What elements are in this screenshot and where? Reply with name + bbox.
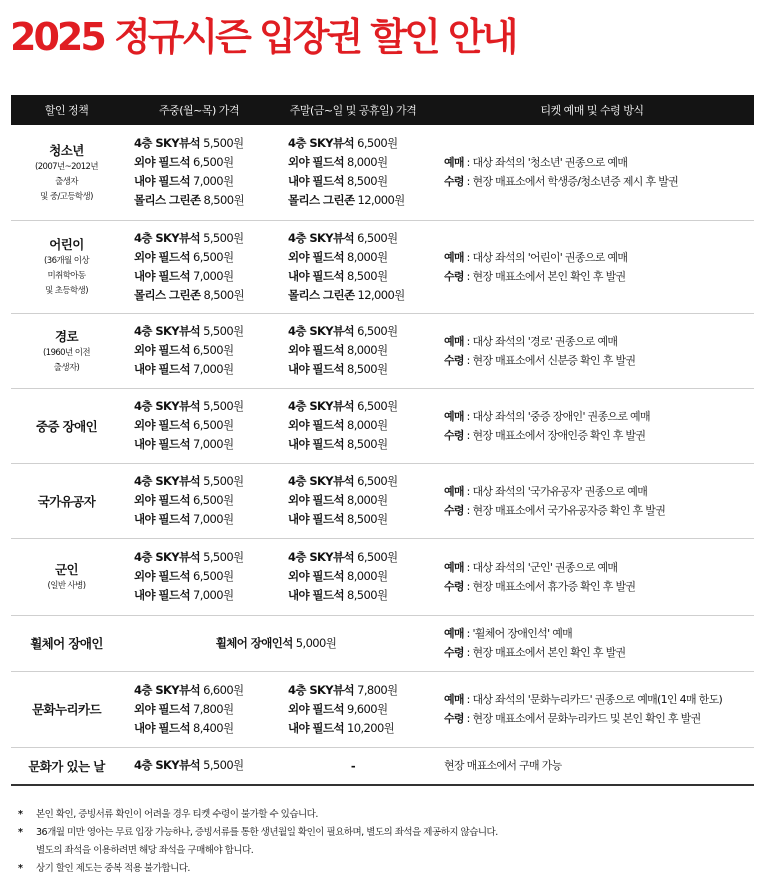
method-line: 수령 : 현장 매표소에서 장애인증 확인 후 발권 bbox=[444, 428, 646, 442]
price-value: 12,000원 bbox=[357, 287, 405, 302]
seat-name: 외야 필드석 bbox=[288, 249, 344, 264]
price-value: 8,000원 bbox=[347, 418, 388, 432]
price-value: 6,500원 bbox=[357, 324, 398, 338]
seat-name: 4층 SKY뷰석 bbox=[134, 230, 201, 245]
price-line bbox=[122, 634, 430, 653]
seat-name: 외야 필드석 bbox=[134, 418, 190, 432]
price-value: 5,500원 bbox=[203, 136, 244, 151]
weekday-price-cell bbox=[122, 220, 276, 313]
price-value: 7,000원 bbox=[193, 174, 234, 189]
price-value: 8,500원 bbox=[347, 362, 388, 376]
method-text: 현장 매표소에서 문화누리카드 및 본인 확인 후 발권 bbox=[472, 712, 701, 725]
price-value: 7,000원 bbox=[193, 362, 234, 376]
seat-name: 몰리스 그린존 bbox=[134, 193, 201, 208]
table-row bbox=[11, 671, 754, 747]
seat-name: 몰리스 그린존 bbox=[288, 193, 355, 208]
seat-name: 내야 필드석 bbox=[288, 268, 344, 283]
method-line: 예매 : 대상 좌석의 '어린이' 권종으로 예매 bbox=[444, 250, 628, 264]
policy-note: (2007년~2012년 bbox=[35, 161, 98, 172]
method-line: 예매 : 대상 좌석의 '청소년' 권종으로 예매 bbox=[444, 156, 628, 170]
price-line bbox=[134, 191, 276, 210]
seat-name: 외야 필드석 bbox=[134, 343, 190, 357]
seat-name: 4층 SKY뷰석 bbox=[134, 399, 201, 413]
table-row bbox=[11, 747, 754, 785]
policy-note: 출생자 bbox=[55, 176, 78, 187]
seat-name: 내야 필드석 bbox=[288, 174, 344, 189]
method-text: '휠체어 장애인석' 예매 bbox=[472, 627, 573, 640]
method-text: 현장 매표소에서 신분증 확인 후 발권 bbox=[472, 353, 636, 367]
seat-name: 내야 필드석 bbox=[134, 268, 190, 283]
seat-name: 내야 필드석 bbox=[288, 437, 344, 451]
method-text: 현장 매표소에서 학생증/청소년증 제시 후 발권 bbox=[472, 175, 679, 189]
method-line: 수령 : 현장 매표소에서 문화누리카드 및 본인 확인 후 발권 bbox=[444, 712, 701, 725]
method-text: 대상 좌석의 '문화누리카드' 권종으로 예매(1인 4매 한도) bbox=[472, 693, 723, 706]
seat-name: 4층 SKY뷰석 bbox=[288, 230, 355, 245]
price-value: 8,500원 bbox=[203, 287, 244, 302]
header-method: 티켓 예매 및 수령 방식 bbox=[430, 95, 754, 125]
price-line bbox=[288, 360, 430, 379]
method-line: 수령 : 현장 매표소에서 학생증/청소년증 제시 후 발권 bbox=[444, 175, 679, 189]
price-line bbox=[288, 700, 430, 719]
method-cell bbox=[430, 671, 754, 747]
header-weekend: 주말(금~일 및 공휴일) 가격 bbox=[276, 95, 430, 125]
price-line bbox=[288, 491, 430, 510]
price-value: 6,500원 bbox=[193, 343, 234, 357]
method-line: 현장 매표소에서 구매 가능 bbox=[444, 759, 562, 773]
method-label: 예매 bbox=[444, 334, 464, 348]
policy-cell bbox=[11, 388, 122, 463]
price-line bbox=[134, 567, 276, 586]
price-line bbox=[134, 472, 276, 491]
price-value: 6,500원 bbox=[357, 474, 398, 488]
price-line bbox=[134, 397, 276, 416]
seat-name: 내야 필드석 bbox=[134, 588, 190, 602]
method-line: 예매 : 대상 좌석의 '문화누리카드' 권종으로 예매(1인 4매 한도) bbox=[444, 693, 723, 706]
price-line bbox=[134, 341, 276, 360]
weekend-price-cell bbox=[276, 538, 430, 615]
method-label: 수령 bbox=[444, 712, 464, 725]
weekday-price-cell bbox=[122, 671, 276, 747]
seat-name: 외야 필드석 bbox=[288, 343, 344, 357]
price-line bbox=[288, 472, 430, 491]
seat-name: 4층 SKY뷰석 bbox=[288, 399, 355, 413]
seat-name: 4층 SKY뷰석 bbox=[134, 682, 201, 697]
seat-name: 내야 필드석 bbox=[134, 437, 190, 451]
policy-cell bbox=[11, 220, 122, 313]
weekend-price-cell bbox=[276, 671, 430, 747]
price-value: 8,500원 bbox=[347, 512, 388, 526]
seat-name: 4층 SKY뷰석 bbox=[134, 324, 201, 338]
policy-name: 문화가 있는 날 bbox=[28, 758, 105, 774]
policy-note: 출생자) bbox=[53, 362, 80, 373]
policy-cell bbox=[11, 463, 122, 538]
policy-name: 국가유공자 bbox=[37, 493, 96, 509]
policy-note: (일반 사병) bbox=[47, 581, 86, 591]
policy-note: 및 초등학생) bbox=[45, 286, 88, 296]
seat-name: 내야 필드석 bbox=[288, 362, 344, 376]
weekday-price-cell bbox=[122, 125, 276, 220]
price-line bbox=[288, 510, 430, 529]
method-label: 수령 bbox=[444, 428, 464, 442]
method-text: 대상 좌석의 '중증 장애인' 권종으로 예매 bbox=[472, 409, 650, 423]
price-line bbox=[134, 360, 276, 379]
seat-name: 외야 필드석 bbox=[134, 701, 190, 716]
price-line bbox=[288, 567, 430, 586]
price-value: 8,500원 bbox=[203, 193, 244, 208]
policy-note: 및 중/고등학생) bbox=[40, 191, 93, 202]
price-line bbox=[288, 229, 430, 248]
price-value: 7,000원 bbox=[193, 588, 234, 602]
policy-name: 군인 bbox=[55, 562, 78, 577]
footnote-mark: * bbox=[18, 863, 23, 874]
method-label: 예매 bbox=[444, 693, 464, 706]
method-text: 대상 좌석의 '경로' 권종으로 예매 bbox=[472, 334, 618, 348]
price-value: 6,500원 bbox=[193, 493, 234, 507]
seat-name: 4층 SKY뷰석 bbox=[288, 550, 355, 564]
price-line bbox=[288, 586, 430, 605]
price-line bbox=[134, 229, 276, 248]
merged-price-cell bbox=[122, 615, 430, 671]
price-value: 7,800원 bbox=[193, 701, 234, 716]
seat-name: 4층 SKY뷰석 bbox=[288, 682, 355, 697]
table-row bbox=[11, 538, 754, 615]
footnote-mark: * bbox=[18, 809, 23, 820]
seat-name: 외야 필드석 bbox=[134, 155, 190, 170]
price-line bbox=[288, 286, 430, 305]
weekend-price-cell bbox=[276, 125, 430, 220]
price-value: 5,000원 bbox=[295, 635, 337, 650]
price-value: 6,500원 bbox=[357, 550, 398, 564]
table-row bbox=[11, 313, 754, 388]
discount-table bbox=[11, 95, 754, 786]
price-line bbox=[288, 341, 430, 360]
weekend-price-cell bbox=[276, 220, 430, 313]
table-row bbox=[11, 615, 754, 671]
seat-name: 4층 SKY뷰석 bbox=[134, 758, 201, 773]
method-text: 현장 매표소에서 국가유공자증 확인 후 발권 bbox=[472, 503, 666, 517]
policy-note: (1960년 이전 bbox=[43, 347, 90, 358]
weekday-price-cell bbox=[122, 538, 276, 615]
price-value: 9,600원 bbox=[347, 701, 388, 716]
price-line bbox=[134, 700, 276, 719]
price-value: 8,500원 bbox=[347, 268, 388, 283]
seat-name: 4층 SKY뷰석 bbox=[288, 474, 355, 488]
price-value: 7,000원 bbox=[193, 512, 234, 526]
price-value: 5,500원 bbox=[203, 399, 244, 413]
method-cell bbox=[430, 388, 754, 463]
price-line bbox=[288, 267, 430, 286]
price-value: 12,000원 bbox=[357, 193, 405, 208]
footnote-text: 본인 확인, 증빙서류 확인이 어려울 경우 티켓 수령이 불가할 수 있습니다. bbox=[36, 809, 318, 820]
method-cell bbox=[430, 538, 754, 615]
price-value: 8,400원 bbox=[193, 720, 234, 735]
price-line bbox=[288, 719, 430, 738]
price-value: 6,600원 bbox=[203, 682, 244, 697]
price-line bbox=[288, 322, 430, 341]
weekday-price-cell bbox=[122, 388, 276, 463]
policy-name: 어린이 bbox=[49, 237, 84, 252]
policy-name: 문화누리카드 bbox=[32, 702, 101, 717]
method-line: 예매 : 대상 좌석의 '국가유공자' 권종으로 예매 bbox=[444, 484, 648, 498]
policy-cell bbox=[11, 125, 122, 220]
price-value: 6,500원 bbox=[357, 136, 398, 151]
method-cell bbox=[430, 747, 754, 785]
footnote bbox=[18, 824, 758, 860]
table-row bbox=[11, 463, 754, 538]
price-value: 7,000원 bbox=[193, 268, 234, 283]
price-line bbox=[288, 397, 430, 416]
table-row bbox=[11, 125, 754, 220]
seat-name: 내야 필드석 bbox=[134, 512, 190, 526]
policy-cell bbox=[11, 747, 122, 785]
seat-name: 외야 필드석 bbox=[288, 701, 344, 716]
weekday-price-cell bbox=[122, 747, 276, 785]
price-value: 8,500원 bbox=[347, 437, 388, 451]
price-line bbox=[288, 416, 430, 435]
price-value: 5,500원 bbox=[203, 758, 244, 773]
seat-name: 외야 필드석 bbox=[288, 418, 344, 432]
seat-name: 외야 필드석 bbox=[134, 249, 190, 264]
method-text: 현장 매표소에서 휴가증 확인 후 발권 bbox=[472, 579, 636, 593]
method-label: 수령 bbox=[444, 269, 464, 283]
seat-name: 4층 SKY뷰석 bbox=[134, 474, 201, 488]
seat-name: 휠체어 장애인석 bbox=[215, 635, 293, 650]
method-line: 수령 : 현장 매표소에서 본인 확인 후 발권 bbox=[444, 646, 626, 659]
price-value: 6,500원 bbox=[193, 569, 234, 583]
method-line: 수령 : 현장 매표소에서 국가유공자증 확인 후 발권 bbox=[444, 503, 666, 517]
method-line: 예매 : 대상 좌석의 '경로' 권종으로 예매 bbox=[444, 334, 618, 348]
policy-note: 미취학아동 bbox=[47, 271, 86, 281]
footnote-text: 36개월 미만 영아는 무료 입장 가능하나, 증빙서류를 통한 생년월일 확인이 필요하며, 별도의 좌석을 제공하지 않습니다. bbox=[36, 827, 498, 838]
price-line bbox=[288, 435, 430, 454]
price-value: 5,500원 bbox=[203, 474, 244, 488]
price-value: 10,200원 bbox=[347, 720, 395, 735]
price-line bbox=[134, 435, 276, 454]
table-body bbox=[11, 125, 754, 785]
weekend-price-cell bbox=[276, 463, 430, 538]
method-label: 예매 bbox=[444, 156, 464, 170]
price-line bbox=[134, 416, 276, 435]
price-line bbox=[134, 491, 276, 510]
seat-name: 4층 SKY뷰석 bbox=[134, 550, 201, 564]
seat-name: 내야 필드석 bbox=[288, 588, 344, 602]
policy-cell bbox=[11, 538, 122, 615]
seat-name: 내야 필드석 bbox=[134, 174, 190, 189]
method-label: 예매 bbox=[444, 560, 464, 574]
seat-name: 몰리스 그린존 bbox=[288, 287, 355, 302]
price-line bbox=[134, 719, 276, 738]
price-value: 8,000원 bbox=[347, 249, 388, 264]
page-title: 2025 정규시즌 입장권 할인 안내 bbox=[10, 15, 516, 59]
seat-name: 내야 필드석 bbox=[288, 512, 344, 526]
method-line: 예매 : 대상 좌석의 '군인' 권종으로 예매 bbox=[444, 560, 618, 574]
seat-name: 몰리스 그린존 bbox=[134, 287, 201, 302]
price-line bbox=[134, 134, 276, 153]
policy-name: 경로 bbox=[55, 328, 78, 344]
seat-name: 4층 SKY뷰석 bbox=[134, 136, 201, 151]
price-value: 7,800원 bbox=[357, 682, 398, 697]
method-label: 예매 bbox=[444, 409, 464, 423]
price-value: 5,500원 bbox=[203, 324, 244, 338]
price-value: 5,500원 bbox=[203, 550, 244, 564]
weekday-price-cell bbox=[122, 463, 276, 538]
method-text: 현장 매표소에서 장애인증 확인 후 발권 bbox=[472, 428, 646, 442]
seat-name: 4층 SKY뷰석 bbox=[288, 136, 355, 151]
price-line bbox=[288, 248, 430, 267]
table-header-row bbox=[11, 95, 754, 125]
table-row bbox=[11, 220, 754, 313]
seat-name: 외야 필드석 bbox=[288, 569, 344, 583]
footnote-text: 상기 할인 제도는 중복 적용 불가합니다. bbox=[36, 863, 190, 874]
method-cell bbox=[430, 615, 754, 671]
method-label: 수령 bbox=[444, 646, 464, 659]
method-line: 예매 : 대상 좌석의 '중증 장애인' 권종으로 예매 bbox=[444, 409, 650, 423]
method-cell bbox=[430, 220, 754, 313]
method-text: 대상 좌석의 '군인' 권종으로 예매 bbox=[472, 560, 618, 574]
footnote bbox=[18, 806, 758, 824]
footnote-mark: * bbox=[18, 827, 23, 838]
method-label: 수령 bbox=[444, 503, 464, 517]
seat-name: 외야 필드석 bbox=[134, 569, 190, 583]
method-text: 현장 매표소에서 본인 확인 후 발권 bbox=[472, 646, 626, 659]
method-label: 수령 bbox=[444, 353, 464, 367]
seat-name: 외야 필드석 bbox=[134, 493, 190, 507]
method-text: 현장 매표소에서 본인 확인 후 발권 bbox=[472, 269, 626, 283]
policy-cell bbox=[11, 615, 122, 671]
footnote bbox=[18, 860, 758, 878]
price-line bbox=[134, 172, 276, 191]
method-line: 수령 : 현장 매표소에서 본인 확인 후 발권 bbox=[444, 269, 626, 283]
price-line bbox=[288, 172, 430, 191]
price-value: 8,000원 bbox=[347, 569, 388, 583]
price-value: 6,500원 bbox=[193, 418, 234, 432]
seat-name: 외야 필드석 bbox=[288, 493, 344, 507]
price-value: 8,500원 bbox=[347, 588, 388, 602]
price-line bbox=[288, 134, 430, 153]
price-line bbox=[288, 191, 430, 210]
policy-name: 휠체어 장애인 bbox=[30, 636, 103, 651]
price-line bbox=[134, 681, 276, 700]
footnote-text: 별도의 좌석을 이용하려면 해당 좌석을 구매해야 합니다. bbox=[36, 845, 254, 856]
seat-name: 외야 필드석 bbox=[288, 155, 344, 170]
price-line bbox=[288, 153, 430, 172]
method-cell bbox=[430, 125, 754, 220]
price-value: 6,500원 bbox=[357, 399, 398, 413]
price-line bbox=[134, 267, 276, 286]
price-value: 6,500원 bbox=[193, 249, 234, 264]
seat-name: 내야 필드석 bbox=[134, 720, 190, 735]
weekend-price-cell: - bbox=[276, 747, 430, 785]
method-text: 대상 좌석의 '청소년' 권종으로 예매 bbox=[472, 156, 628, 170]
method-text: 대상 좌석의 '국가유공자' 권종으로 예매 bbox=[472, 484, 648, 498]
method-cell bbox=[430, 313, 754, 388]
table-row bbox=[11, 388, 754, 463]
method-line: 수령 : 현장 매표소에서 신분증 확인 후 발권 bbox=[444, 353, 636, 367]
price-value: 6,500원 bbox=[193, 155, 234, 170]
seat-name: 4층 SKY뷰석 bbox=[288, 324, 355, 338]
price-value: 8,500원 bbox=[347, 174, 388, 189]
method-text: 대상 좌석의 '어린이' 권종으로 예매 bbox=[472, 250, 628, 264]
method-cell bbox=[430, 463, 754, 538]
price-line bbox=[134, 286, 276, 305]
method-label: 수령 bbox=[444, 579, 464, 593]
price-line bbox=[134, 548, 276, 567]
method-label: 예매 bbox=[444, 484, 464, 498]
policy-name: 중증 장애인 bbox=[35, 418, 98, 434]
price-line bbox=[134, 248, 276, 267]
policy-note: (36개월 이상 bbox=[44, 256, 89, 266]
weekend-price-cell bbox=[276, 388, 430, 463]
seat-name: 내야 필드석 bbox=[288, 720, 344, 735]
seat-name: 내야 필드석 bbox=[134, 362, 190, 376]
method-label: 예매 bbox=[444, 250, 464, 264]
price-line bbox=[288, 681, 430, 700]
weekday-price-cell bbox=[122, 313, 276, 388]
price-value: 5,500원 bbox=[203, 230, 244, 245]
policy-cell bbox=[11, 313, 122, 388]
price-line bbox=[134, 586, 276, 605]
price-value: 8,000원 bbox=[347, 343, 388, 357]
price-value: 6,500원 bbox=[357, 230, 398, 245]
header-weekday: 주중(월~목) 가격 bbox=[122, 95, 276, 125]
price-line bbox=[134, 510, 276, 529]
price-line bbox=[134, 322, 276, 341]
price-line bbox=[134, 153, 276, 172]
policy-name: 청소년 bbox=[49, 142, 84, 158]
header-policy: 할인 정책 bbox=[11, 95, 122, 125]
price-line bbox=[134, 756, 276, 775]
price-line bbox=[288, 548, 430, 567]
method-label: 수령 bbox=[444, 175, 464, 189]
price-value: 7,000원 bbox=[193, 437, 234, 451]
price-value: 8,000원 bbox=[347, 155, 388, 170]
method-line: 예매 : '휠체어 장애인석' 예매 bbox=[444, 627, 573, 640]
policy-cell bbox=[11, 671, 122, 747]
price-value: 8,000원 bbox=[347, 493, 388, 507]
footnotes bbox=[18, 806, 758, 878]
weekend-price-cell bbox=[276, 313, 430, 388]
method-label: 예매 bbox=[444, 627, 464, 640]
method-line: 수령 : 현장 매표소에서 휴가증 확인 후 발권 bbox=[444, 579, 636, 593]
